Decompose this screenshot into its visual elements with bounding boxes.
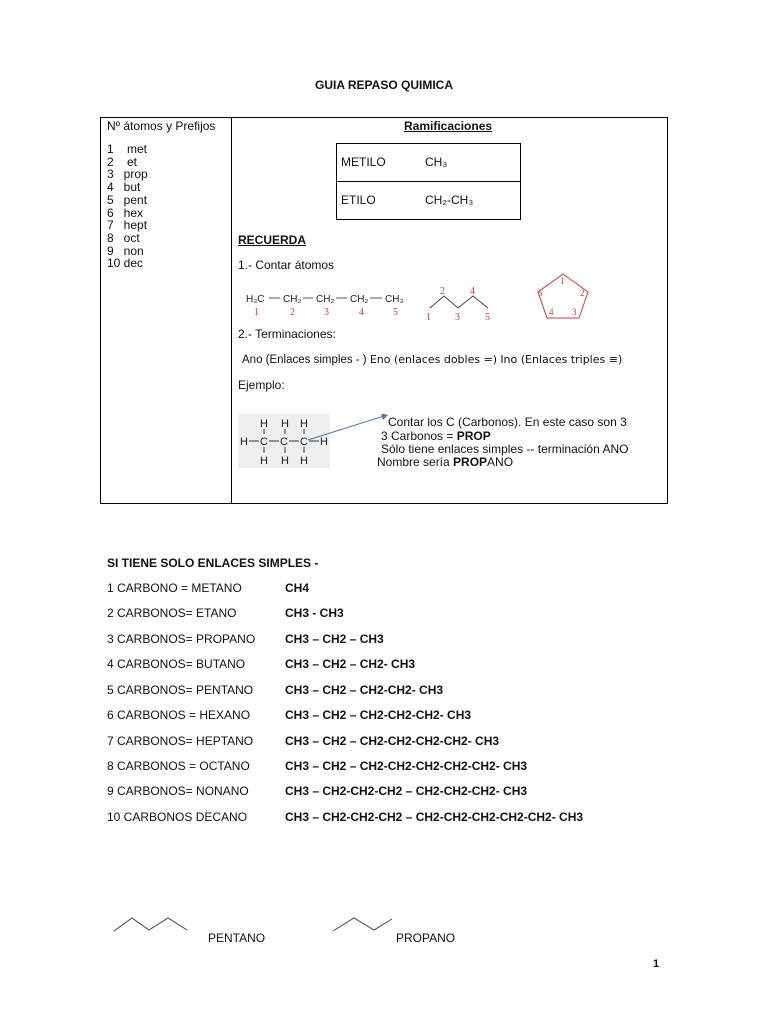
zigzag-number: 5 [485, 312, 490, 320]
zigzag-number: 2 [440, 286, 445, 297]
prefix-item: 1 met [107, 142, 148, 156]
step-count-atoms: 1.- Contar átomos [238, 258, 335, 272]
ramificaciones-divider [336, 181, 521, 182]
chain-number: 4 [359, 307, 364, 318]
alkane-formula: CH4 [285, 581, 310, 595]
alkane-name: 6 CARBONOS = HEXANO [107, 708, 251, 722]
chain-group: CH₂ [283, 294, 302, 305]
example-line-4-suffix: ANO [487, 455, 514, 469]
propano-skeletal-figure [330, 914, 396, 936]
example-line-4-bold: PROP [453, 455, 488, 469]
alkane-formula: CH3 – CH2 – CH2-CH2- CH3 [285, 683, 444, 697]
pentano-skeletal-figure [112, 914, 192, 936]
atom-c: C [280, 436, 288, 448]
prefix-item: 4 but [107, 180, 141, 195]
zigzag-number: 3 [455, 312, 460, 320]
prefix-item: 3 prop [107, 167, 148, 182]
chain-group: H₃C [246, 294, 265, 305]
ramificaciones-header: Ramificaciones [404, 119, 493, 133]
alkane-name: 3 CARBONOS= PROPANO [107, 632, 256, 646]
page-number: 1 [653, 958, 660, 970]
atom-h: H [260, 455, 268, 467]
prefix-item: 8 oct [107, 230, 140, 245]
alkane-formula: CH3 – CH2 – CH2-CH2-CH2-CH2-CH2- CH3 [285, 759, 528, 773]
prefixes-header: Nº átomos y Prefijos [107, 119, 216, 133]
atom-h: H [281, 455, 289, 467]
metilo-label: METILO [341, 155, 386, 169]
prefixes-list [107, 143, 148, 270]
zigzag-number: 4 [470, 286, 475, 297]
ending-simple: Ano (Enlaces simples - ) [242, 354, 367, 366]
alkane-name: 2 CARBONOS= ETANO [107, 606, 237, 620]
chain-group: CH₂ [350, 294, 369, 305]
atom-h: H [240, 436, 248, 448]
alkane-formula: CH3 – CH2 – CH3 [285, 632, 384, 646]
zigzag-number: 1 [426, 312, 431, 320]
recuerda-heading: RECUERDA [238, 233, 307, 247]
atom-c: C [260, 436, 268, 448]
propano-label: PROPANO [396, 931, 456, 945]
atom-h: H [300, 455, 308, 467]
ring-number: 3 [572, 307, 577, 317]
ring-number: 2 [580, 288, 585, 298]
chain-number: 5 [393, 307, 398, 318]
cyclopentane-ring-figure [530, 268, 600, 324]
atom-h: H [260, 418, 268, 430]
alkane-name: 5 CARBONOS= PENTANO [107, 683, 254, 697]
prefix-item: 9 non [107, 243, 144, 258]
chain-number: 1 [254, 307, 259, 318]
example-line-2 [381, 429, 491, 443]
table-divider [231, 117, 232, 504]
alkane-name: 4 CARBONOS= BUTANO [107, 657, 246, 671]
alkane-name: 10 CARBONOS DECANO [107, 810, 248, 824]
example-label: Ejemplo: [238, 378, 285, 392]
prefix-item: 6 hex [107, 205, 144, 220]
alkane-name: 1 CARBONO = METANO [107, 581, 242, 595]
example-line-1: Contar los C (Carbonos). En este caso son 3 [388, 415, 627, 429]
example-line-3: Sólo tiene enlaces simples -- terminación ANO [381, 442, 629, 456]
chain-group: CH₂ [316, 294, 335, 305]
atom-h: H [320, 436, 328, 448]
example-line-4-text: Nombre sería [377, 455, 454, 469]
example-line-2-text: 3 Carbonos = [381, 429, 457, 443]
atom-h: H [300, 418, 308, 430]
ring-number: 1 [560, 276, 565, 286]
step-terminations: 2.- Terminaciones: [238, 327, 336, 341]
alkane-formula: CH3 – CH2 – CH2-CH2-CH2-CH2- CH3 [285, 734, 500, 748]
zigzag-skeletal-figure [420, 284, 500, 320]
example-line-2-bold: PROP [456, 429, 491, 443]
chain-number: 2 [290, 307, 295, 318]
ring-number: 5 [538, 288, 543, 298]
metilo-formula: CH₃ [425, 155, 448, 169]
atom-c: C [300, 436, 308, 448]
prefix-item: 5 pent [107, 192, 148, 207]
etilo-formula: CH₂-CH₃ [425, 193, 474, 207]
alkane-formula: CH3 - CH3 [285, 606, 344, 620]
pentano-label: PENTANO [208, 931, 266, 945]
alkane-name: 8 CARBONOS = OCTANO [107, 759, 250, 773]
alkane-name: 9 CARBONOS= NONANO [107, 784, 249, 798]
pentane-chain-figure [238, 284, 418, 320]
atom-h: H [281, 418, 289, 430]
chain-number: 3 [324, 307, 329, 318]
alkane-formula: CH3 – CH2-CH2-CH2 – CH2-CH2-CH2- CH3 [285, 784, 528, 798]
prefix-item: 10 dec [107, 256, 144, 271]
propane-structural-figure [238, 414, 398, 470]
chain-group: CH₃ [385, 294, 404, 305]
alkane-formula: CH3 – CH2 – CH2- CH3 [285, 657, 416, 671]
etilo-label: ETILO [341, 193, 376, 207]
alkane-formula: CH3 – CH2 – CH2-CH2-CH2- CH3 [285, 708, 472, 722]
prefix-item: 2 et [107, 154, 138, 169]
ring-number: 4 [549, 307, 554, 317]
prefix-item: 7 hept [107, 218, 148, 233]
alkane-formula: CH3 – CH2-CH2-CH2 – CH2-CH2-CH2-CH2-CH2- CH3 [285, 810, 584, 824]
alkane-name: 7 CARBONOS= HEPTANO [107, 734, 254, 748]
endings-line [242, 353, 622, 366]
simple-bonds-header: SI TIENE SOLO ENLACES SIMPLES - [107, 556, 319, 570]
page-title: GUIA REPASO QUIMICA [314, 78, 453, 92]
example-line-4 [377, 455, 513, 469]
ending-double: Eno (enlaces dobles =) [369, 353, 498, 366]
ending-triple: Ino (Enlaces triples ≡) [500, 353, 623, 366]
